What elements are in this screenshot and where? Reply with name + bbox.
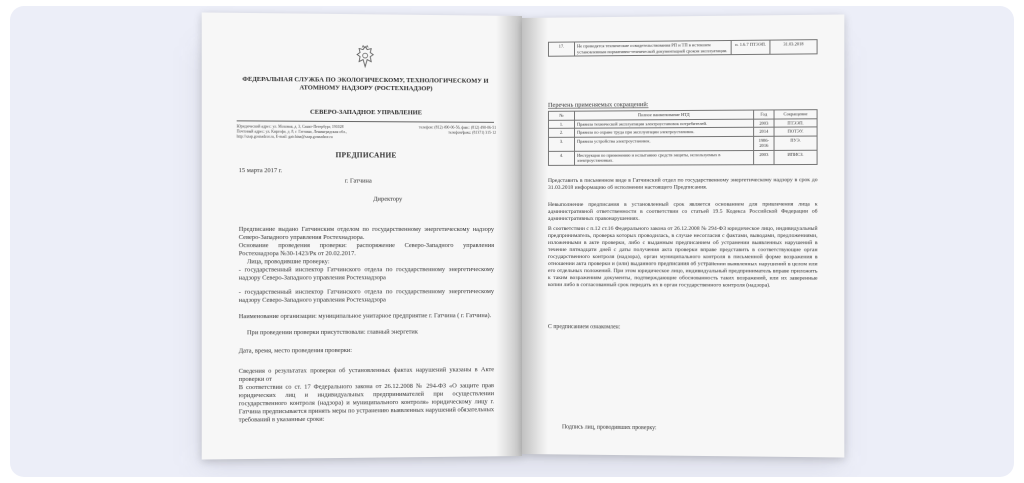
- column-header: №: [548, 111, 574, 120]
- column-header: Год: [754, 110, 774, 119]
- column-header: Сокращение: [774, 110, 817, 119]
- address-left: Юридический адрес: ул. Моховая, д. 3, Санкт-Петербург, 191028 Почтовый адрес: ул. Киргофа, д. 8, г. Гатчина, Ленинградская обл., http://szap.gosnadzor.ru, E-mail: gatchina@szap.gosnadzor.ru: [236, 124, 347, 140]
- header-divider: [237, 120, 494, 122]
- abbr-num: 3.: [548, 137, 574, 151]
- address-right: телефон: (812) 490-06-56, факс: (812) 490-06-51 телефон/факс: (81371) 315-12: [418, 125, 497, 135]
- document-city: г. Гатчина: [344, 177, 372, 185]
- abbr-short: ПУЭ.: [774, 136, 817, 150]
- coat-of-arms-icon: [355, 44, 375, 68]
- department-name: СЕВЕРО-ЗАПАДНОЕ УПРАВЛЕНИЕ: [309, 108, 423, 117]
- background-frame: [10, 6, 1014, 477]
- para-law: В соответствии с п.12 ст.16 Федерального закона от 26.12.2008 № 294-ФЗ юридическое лицо, индивидуальный предприниматель, проверка которых проводилась, в случае несогласия с фактами, выводами, предложениями, изложенными в акте проверки, либо с выданным предписанием об устранении выявленных нарушений в течение пятнадцати дней с даты получения акта проверки вправе представить в соответствующие орган государственного контроля (надзора), орган муниципального контроля в письменной форме возражения в отношении акта проверки и (или) выданного предписания об устранении выявленных нарушений в целом или его отдельных положений. При этом юридическое лицо, индивидуальный предприниматель вправе приложить к таким возражениям документы, подтверждающие обоснованность таких возражений, или их заверенные копии либо в согласованный срок передать их в орган государственного контроля (надзора).: [547, 225, 818, 290]
- row-deadline: 31.03.2018: [770, 40, 817, 55]
- para-failure: Невыполнение предписания в установленный срок является основанием для привлечения лица к административной ответственности в соответствии со статьей 19.5 Кодекса Российской Федерации об административных правонарушениях.: [547, 201, 818, 223]
- present-persons: При проведении проверки присутствовали: главный энергетик: [246, 328, 418, 337]
- para-report: Представить в письменном виде в Гатчинский отдел по государственному энергетическому надзору в срок до 31.03.2018 информацию об исполнении настоящего Предписания.: [547, 177, 818, 191]
- abbr-name: Правила устройства электроустановок.: [575, 136, 754, 151]
- datetime-place: Дата, время, место проведения проверки:: [238, 346, 353, 355]
- table-row: [548, 136, 817, 151]
- document-page-right: [522, 14, 844, 457]
- row-reference: п. 1.6.7 ПТЭЭП.: [731, 40, 770, 55]
- law-paragraph: В соответствии со ст. 17 Федерального закона от 26.12.2008 № 294-ФЗ «О защите прав юридических лиц и индивидуальных предпринимателей при осуществлении государственного контроля (надзора) и муниципального контроля» юридическому лицу г. Гатчина предписывается принять меры по устранению выявленных нарушений обязательных требований в указанные сроки:: [238, 382, 495, 424]
- inspector-2: - государственный инспектор Гатчинского отдела по государственному энергетическому надзору Северо-Западного управления Ростехнадзора: [238, 288, 495, 304]
- para-basis: Основание проведения проверки: распоряжение Северо-Западного управления Ростехнадзора №30-1423/Рк от 20.02.2017.: [238, 242, 495, 258]
- document-date: 15 марта 2017 г.: [238, 167, 283, 175]
- row-number: 17.: [548, 42, 574, 56]
- organization-title: ФЕДЕРАЛЬНАЯ СЛУЖБА ПО ЭКОЛОГИЧЕСКОМУ, ТЕХНОЛОГИЧЕСКОМУ И АТОМНОМУ НАДЗОРУ (РОСТЕХНАДЗОР): [242, 75, 489, 93]
- row-text: Не проводятся технические освидетельствования РП и ТП в истекшем установленным нормативно-технической документацией сроком эксплуатации.: [575, 40, 732, 56]
- table-row: [548, 40, 817, 57]
- abbr-num: 1.: [548, 120, 574, 129]
- inspectors-label: Лица, проводившие проверку:: [246, 258, 330, 266]
- abbr-name: Инструкция по применению и испытанию средств защиты, используемых в электроустановках.: [575, 150, 754, 165]
- abbr-num: 2.: [548, 128, 574, 137]
- violations-table: [548, 39, 818, 57]
- results-info: Сведения о результатах проверки об установленных фактах нарушений указаны в Акте проверки от: [238, 366, 495, 383]
- abbr-short: ПОТЭУ.: [774, 127, 817, 136]
- organization-name: Наименование организации: муниципальное унитарное предприятие г. Гатчина ( г. Гатчина).: [238, 312, 492, 321]
- abbr-name: Правила технической эксплуатации электроустановок потребителей.: [575, 119, 754, 129]
- abbr-year: 1986-2016: [754, 136, 774, 150]
- signatures-label: Подпись лиц, проводивших проверку:: [561, 424, 657, 432]
- addressee: Директору: [373, 195, 403, 203]
- column-header: Полное наименование НТД: [575, 110, 754, 120]
- acquainted-label: С предписанием ознакомлен:: [547, 324, 621, 331]
- abbr-year: 2003: [754, 150, 774, 164]
- abbr-year: 2014: [754, 127, 774, 136]
- page-gutter-shadow: [496, 16, 522, 457]
- abbr-short: ИПИСЗ.: [774, 150, 817, 164]
- document-page-left: [202, 12, 522, 459]
- abbr-name: Правила по охране труда при эксплуатации электроустановок.: [575, 127, 754, 136]
- abbreviations-title: Перечень применяемых сокращений:: [547, 101, 649, 109]
- abbreviations-table: [548, 109, 818, 165]
- inspector-1: - государственный инспектор Гатчинского отдела по государственному энергетическому надзору Северо-Западного управления Ростехнадзора: [238, 266, 495, 282]
- abbr-short: ПТЭЭП.: [774, 118, 817, 127]
- table-row: [548, 150, 817, 165]
- document-title: ПРЕДПИСАНИЕ: [335, 151, 397, 160]
- abbr-year: 2003: [754, 119, 774, 128]
- abbr-num: 4.: [548, 151, 574, 165]
- para-issued: Предписание выдано Гатчинским отделом по государственному энергетическому надзору Северо-Западного управления Ростехнадзора.: [238, 225, 495, 241]
